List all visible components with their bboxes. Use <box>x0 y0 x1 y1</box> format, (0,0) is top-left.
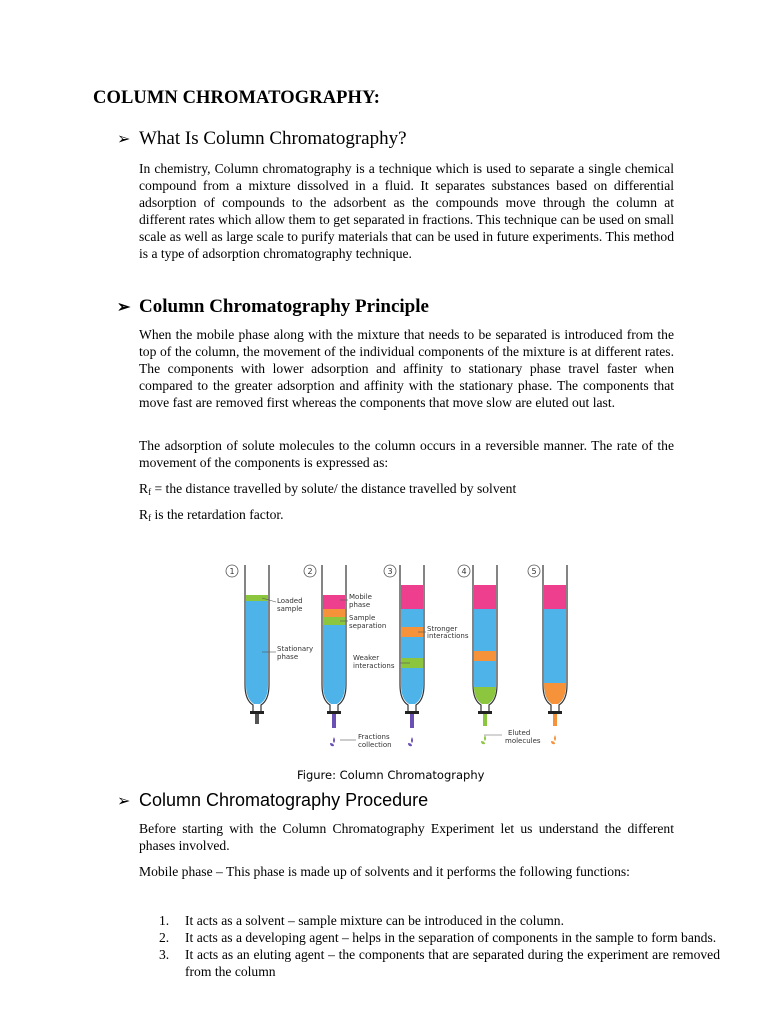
heading-principle <box>117 296 429 318</box>
column-chromatography-figure <box>210 555 590 755</box>
rf-subscript: f <box>148 487 152 497</box>
arrow-bullet-icon: ➢ <box>117 299 131 316</box>
label-fractions-1: Fractions <box>358 733 390 741</box>
list-item-text: It acts as an eluting agent – the components that are separated during the experiment are removed from the column <box>185 947 720 979</box>
label-mobile-1: Mobile <box>349 593 372 601</box>
label-sample-sep-1: Sample <box>349 614 376 622</box>
label-stationary-1: Stationary <box>277 645 314 653</box>
column-4 <box>458 565 497 726</box>
list-item <box>159 912 720 929</box>
label-weaker-2: interactions <box>353 662 395 670</box>
mobile-phase-band <box>323 595 345 609</box>
column-1 <box>226 565 269 724</box>
paragraph-principle-1: When the mobile phase along with the mixture that needs to be separated is introduced from the top of the column, the movement of the individual components of the mixture is at different rates. The components with lower adsorption and affinity to stationary phase travel faster when compared to the greater adsorption and affinity with the stationary phase. The components that move fast are removed first whereas the components that move slow are eluted out last. <box>139 327 674 410</box>
figure-caption: Figure: Column Chromatography <box>297 768 485 782</box>
list-item-text: It acts as a developing agent – helps in the separation of components in the sample to form bands. <box>185 930 717 945</box>
column-number: 4 <box>461 567 467 576</box>
list-item-number: 2. <box>159 930 170 945</box>
rf-note <box>139 506 674 527</box>
heading-procedure-text: Column Chromatography Procedure <box>139 790 429 810</box>
heading-what-is <box>117 128 407 150</box>
column-number: 1 <box>229 567 235 576</box>
column-number: 3 <box>387 567 393 576</box>
sample-band-orange <box>323 609 345 617</box>
label-eluted-2: molecules <box>505 737 541 745</box>
column-number: 2 <box>307 567 313 576</box>
loaded-sample-band <box>246 595 268 601</box>
rf-subscript: f <box>148 513 152 523</box>
label-stronger-2: interactions <box>427 632 469 640</box>
paragraph-what-is: In chemistry, Column chromatography is a technique which is used to separate a single chemical compound from a mixture dissolved in a fluid. It separates substances based on differential adsorption of compounds to the adsorbent as the compounds move through the column at different rates which allow them to get separated in fractions. This technique can be used on small scale as well as large scale to purify materials that can be used in future experiments. This method is a type of adsorption chromatography technique. <box>139 161 674 261</box>
label-stronger-1: Stronger <box>427 625 458 633</box>
list-item <box>159 946 720 980</box>
list-item-number: 1. <box>159 913 170 928</box>
paragraph-procedure-2: Mobile phase – This phase is made up of solvents and it performs the following functions: <box>139 864 630 879</box>
mobile-phase-functions-list <box>139 912 720 980</box>
rf-symbol: R <box>139 481 149 496</box>
label-fractions-2: collection <box>358 741 392 749</box>
label-mobile-2: phase <box>349 601 371 609</box>
label-loaded-sample-2: sample <box>277 605 303 613</box>
label-weaker-1: Weaker <box>353 654 380 662</box>
rf-formula <box>139 480 674 501</box>
column-5 <box>528 565 567 726</box>
arrow-bullet-icon: ➢ <box>117 793 131 810</box>
heading-principle-text: Column Chromatography Principle <box>139 296 429 317</box>
list-item-number: 3. <box>159 947 170 962</box>
label-stationary-2: phase <box>277 653 299 661</box>
rf-symbol: R <box>139 507 149 522</box>
label-eluted-1: Eluted <box>508 729 531 737</box>
paragraph-principle-2: The adsorption of solute molecules to the column occurs in a reversible manner. The rate of the movement of the components is expressed as: <box>139 438 674 470</box>
label-sample-sep-2: separation <box>349 622 387 630</box>
heading-procedure <box>117 790 428 811</box>
rf-definition: = the distance travelled by solute/ the distance travelled by solvent <box>151 481 517 496</box>
rf-note-text: is the retardation factor. <box>151 507 284 522</box>
paragraph-procedure-1: Before starting with the Column Chromatography Experiment let us understand the different phases involved. <box>139 821 674 853</box>
column-3 <box>384 565 424 728</box>
document-title: COLUMN CHROMATOGRAPHY: <box>93 88 381 108</box>
list-item <box>159 929 720 946</box>
heading-what-is-text: What Is Column Chromatography? <box>139 128 407 149</box>
column-number: 5 <box>531 567 537 576</box>
arrow-bullet-icon: ➢ <box>117 131 131 148</box>
list-item-text: It acts as a solvent – sample mixture can be introduced in the column. <box>185 913 565 928</box>
label-loaded-sample-1: Loaded <box>277 597 303 605</box>
